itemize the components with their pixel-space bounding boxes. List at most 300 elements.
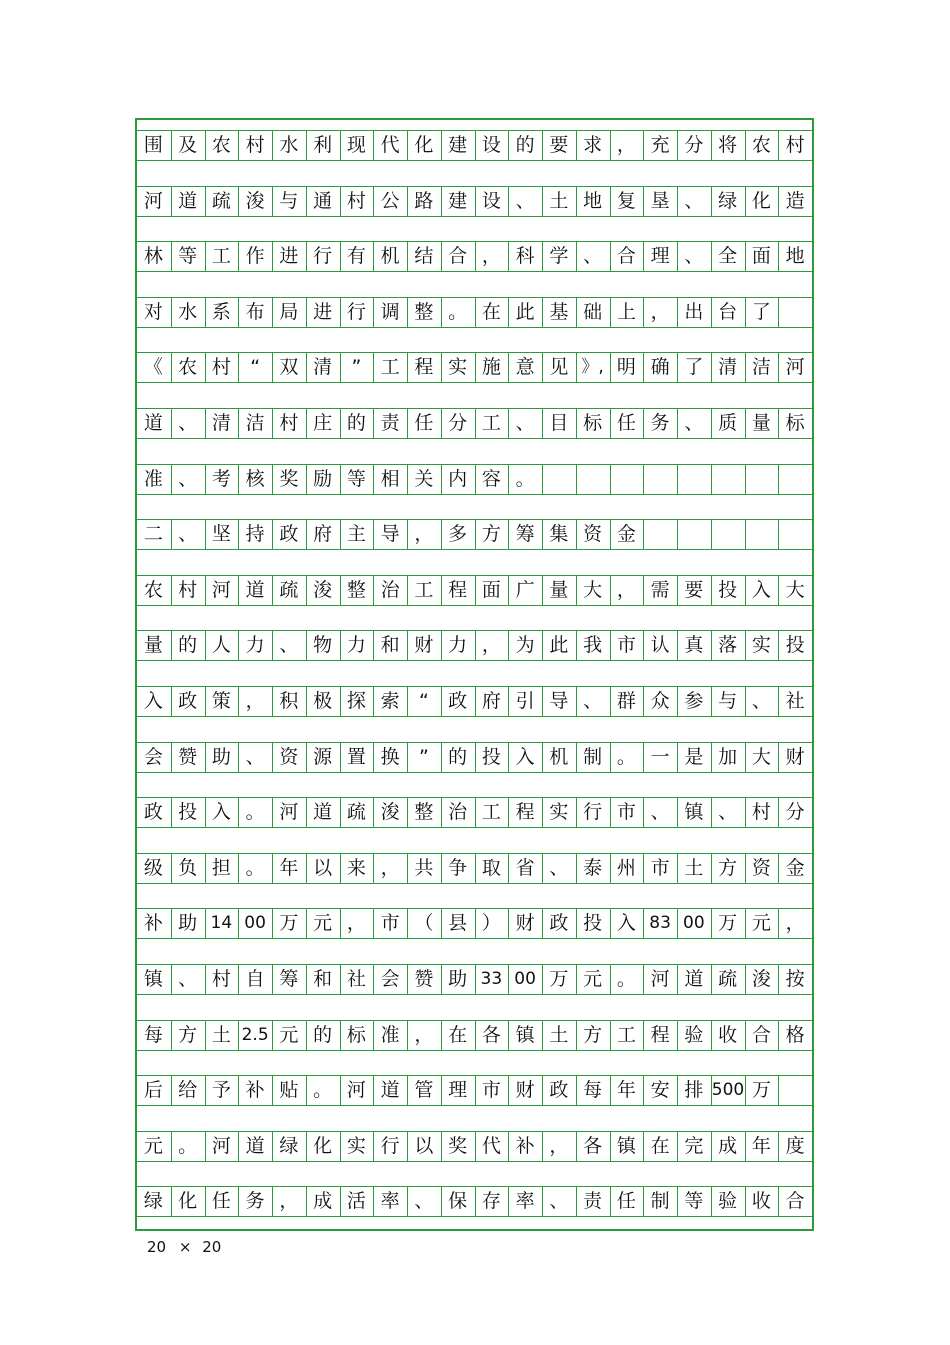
grid-cell: 要: [677, 575, 710, 605]
grid-cell: 省: [508, 853, 541, 883]
grid-cell: 程: [441, 575, 474, 605]
grid-cell: 围: [143, 134, 163, 156]
grid-cell: 地: [778, 241, 811, 271]
grid-cell: 、: [171, 964, 204, 994]
grid-cell: 意: [508, 352, 541, 382]
grid-line: [137, 1050, 812, 1051]
grid-cell: 市: [475, 1075, 508, 1105]
grid-cell: 工: [610, 1020, 643, 1050]
grid-cell: 力: [340, 630, 373, 660]
grid-cell: 、: [643, 797, 676, 827]
grid-cell: 是: [677, 742, 710, 772]
grid-cell: 台: [711, 297, 744, 327]
grid-cell: 合: [745, 1020, 778, 1050]
grid-cell: 、: [677, 186, 710, 216]
grid-cell: 道: [238, 575, 271, 605]
grid-cell: 合: [610, 241, 643, 271]
grid-cell: 村: [205, 964, 238, 994]
grid-cell: 。: [171, 1131, 204, 1161]
grid-cell: 工: [205, 241, 238, 271]
grid-cell: 财: [407, 630, 440, 660]
grid-cell: 确: [643, 352, 676, 382]
grid-cell: 市: [643, 853, 676, 883]
grid-cell: 进: [306, 297, 339, 327]
grid-cell: 治: [373, 575, 406, 605]
grid-cell: 标: [778, 408, 811, 438]
grid-cell: 程: [407, 352, 440, 382]
grid-cell: 与: [711, 686, 744, 716]
grid-cell: 浚: [745, 964, 778, 994]
grid-cell: 市: [610, 630, 643, 660]
grid-row: [137, 686, 812, 716]
grid-cell: 我: [576, 630, 609, 660]
grid-cell: [778, 464, 811, 494]
grid-cell: 万: [272, 908, 305, 938]
grid-cell: 利: [306, 130, 339, 160]
grid-line: [137, 130, 812, 131]
grid-row: [137, 464, 812, 494]
grid-row: [137, 630, 812, 660]
grid-cell: 地: [576, 186, 609, 216]
grid-cell: 州: [610, 853, 643, 883]
grid-cell: 行: [340, 297, 373, 327]
grid-cell: 人: [205, 630, 238, 660]
grid-cell: 政: [542, 1075, 575, 1105]
grid-row: [137, 797, 812, 827]
grid-cell: 整: [407, 297, 440, 327]
grid-cell: 河: [778, 352, 811, 382]
grid-cell: 府: [306, 519, 339, 549]
grid-cell: 资: [272, 742, 305, 772]
grid-line: [137, 352, 812, 353]
grid-line: [137, 408, 812, 409]
grid-cell: 市: [610, 797, 643, 827]
grid-cell: 500: [711, 1075, 744, 1105]
grid-cell: 目: [542, 408, 575, 438]
grid-cell: 化: [745, 186, 778, 216]
grid-cell: 造: [778, 186, 811, 216]
grid-cell: 2.5: [238, 1020, 271, 1050]
grid-cell: 政: [272, 519, 305, 549]
grid-cell: 按: [778, 964, 811, 994]
grid-cell: 源: [306, 742, 339, 772]
grid-cell: 、: [171, 408, 204, 438]
grid-cell: 助: [441, 964, 474, 994]
grid-cell: 。: [610, 742, 643, 772]
grid-cell: 了: [745, 297, 778, 327]
grid-cell: [778, 1075, 811, 1105]
grid-cell: 政: [441, 686, 474, 716]
grid-cell: 。: [508, 464, 541, 494]
grid-cell: 标: [576, 408, 609, 438]
grid-line: [137, 438, 812, 439]
grid-cell: 务: [643, 408, 676, 438]
grid-cell: 工: [475, 408, 508, 438]
grid-cell: 分: [441, 408, 474, 438]
grid-cell: 主: [340, 519, 373, 549]
grid-cell: 化: [306, 1131, 339, 1161]
grid-cell: 分: [677, 130, 710, 160]
grid-cell: 投: [576, 908, 609, 938]
grid-cell: 土: [205, 1020, 238, 1050]
grid-cell: 、: [171, 464, 204, 494]
grid-cell: 科: [508, 241, 541, 271]
grid-cell: 浚: [306, 575, 339, 605]
grid-cell: 设: [475, 130, 508, 160]
grid-cell: 准: [373, 1020, 406, 1050]
grid-cell: 入: [745, 575, 778, 605]
grid-cell: 庄: [306, 408, 339, 438]
grid-cell: 机: [373, 241, 406, 271]
grid-cell: 存: [475, 1186, 508, 1216]
grid-cell: 内: [441, 464, 474, 494]
grid-cell: 镇: [677, 797, 710, 827]
grid-cell: 等: [171, 241, 204, 271]
grid-cell: 河: [272, 797, 305, 827]
grid-line: [137, 186, 812, 187]
grid-row: [137, 352, 812, 382]
grid-cell: 置: [340, 742, 373, 772]
grid-cell: 建: [441, 130, 474, 160]
grid-cell: 00: [508, 964, 541, 994]
grid-cell: 验: [677, 1020, 710, 1050]
grid-cell: 持: [238, 519, 271, 549]
grid-cell: ，: [475, 630, 508, 660]
grid-row: [137, 297, 812, 327]
grid-cell: 建: [441, 186, 474, 216]
grid-cell: 实: [340, 1131, 373, 1161]
grid-cell: 、: [171, 519, 204, 549]
grid-cell: 制: [643, 1186, 676, 1216]
grid-cell: ，: [340, 908, 373, 938]
grid-cell: 后: [143, 1079, 163, 1102]
grid-cell: 化: [171, 1186, 204, 1216]
grid-line: [137, 241, 812, 242]
grid-cell: 局: [272, 297, 305, 327]
grid-row: [137, 964, 812, 994]
grid-cell: 任: [610, 1186, 643, 1216]
grid-cell: 泰: [576, 853, 609, 883]
grid-cell: 见: [542, 352, 575, 382]
grid-cell: 工: [373, 352, 406, 382]
grid-cell: 多: [441, 519, 474, 549]
grid-cell: 工: [475, 797, 508, 827]
grid-cell: 完: [677, 1131, 710, 1161]
grid-cell: 资: [745, 853, 778, 883]
grid-line: [137, 686, 812, 687]
grid-cell: 励: [306, 464, 339, 494]
grid-cell: [711, 464, 744, 494]
grid-cell: 清: [205, 408, 238, 438]
grid-cell: 资: [576, 519, 609, 549]
grid-cell: 补: [238, 1075, 271, 1105]
grid-cell: “: [238, 352, 271, 382]
grid-line: [137, 1105, 812, 1106]
grid-cell: 投: [711, 575, 744, 605]
grid-cell: 理: [441, 1075, 474, 1105]
grid-cell: 绿: [143, 1190, 163, 1213]
grid-cell: [643, 519, 676, 549]
grid-cell: 金: [610, 519, 643, 549]
grid-cell: 换: [373, 742, 406, 772]
grid-cell: 与: [272, 186, 305, 216]
grid-cell: ，: [272, 1186, 305, 1216]
grid-cell: 结: [407, 241, 440, 271]
grid-cell: 整: [407, 797, 440, 827]
grid-cell: 进: [272, 241, 305, 271]
grid-cell: 村: [778, 130, 811, 160]
grid-cell: 县: [441, 908, 474, 938]
grid-cell: 容: [475, 464, 508, 494]
grid-cell: 的: [171, 630, 204, 660]
grid-cell: 面: [745, 241, 778, 271]
grid-cell: ，: [373, 853, 406, 883]
grid-row: [137, 1075, 812, 1105]
grid-cell: 83: [643, 908, 676, 938]
grid-row: [137, 408, 812, 438]
grid-cell: 河: [205, 1131, 238, 1161]
grid-cell: 赞: [407, 964, 440, 994]
grid-cell: ，: [610, 575, 643, 605]
grid-cell: 任: [610, 408, 643, 438]
grid-cell: 方: [711, 853, 744, 883]
grid-cell: 实: [745, 630, 778, 660]
grid-cell: 市: [373, 908, 406, 938]
grid-line: [137, 494, 812, 495]
grid-cell: 验: [711, 1186, 744, 1216]
grid-cell: 和: [306, 964, 339, 994]
grid-cell: 大: [778, 575, 811, 605]
grid-cell: 府: [475, 686, 508, 716]
grid-cell: 00: [238, 908, 271, 938]
grid-cell: 公: [373, 186, 406, 216]
grid-cell: 积: [272, 686, 305, 716]
grid-cell: 量: [745, 408, 778, 438]
grid-rows: 20: [202, 1238, 222, 1256]
grid-cell: 村: [340, 186, 373, 216]
grid-cell: 率: [508, 1186, 541, 1216]
grid-line: [137, 1186, 812, 1187]
grid-cell: 收: [711, 1020, 744, 1050]
grid-cell: 筹: [272, 964, 305, 994]
grid-cell: 争: [441, 853, 474, 883]
grid-line: [137, 575, 812, 576]
grid-line: [137, 827, 812, 828]
grid-cell: [745, 519, 778, 549]
grid-cell: 村: [171, 575, 204, 605]
grid-cell: 将: [711, 130, 744, 160]
grid-cell: 。: [306, 1075, 339, 1105]
grid-cell: 每: [143, 1023, 163, 1046]
grid-cell: 投: [778, 630, 811, 660]
grid-cell: 水: [171, 297, 204, 327]
grid-cell: 落: [711, 630, 744, 660]
grid-cell: ，: [610, 130, 643, 160]
grid-cell: 年: [272, 853, 305, 883]
grid-cell: 每: [576, 1075, 609, 1105]
grid-line: [137, 327, 812, 328]
grid-cell: ，: [475, 241, 508, 271]
grid-cell: 参: [677, 686, 710, 716]
grid-row: [137, 742, 812, 772]
grid-cell: 农: [143, 578, 163, 601]
grid-line: [137, 716, 812, 717]
grid-cell: ”: [340, 352, 373, 382]
grid-cell: 导: [542, 686, 575, 716]
grid-cell: 任: [407, 408, 440, 438]
grid-row: [137, 1131, 812, 1161]
grid-cell: 求: [576, 130, 609, 160]
grid-cell: 考: [205, 464, 238, 494]
grid-cell: 全: [711, 241, 744, 271]
grid-cell: 工: [407, 575, 440, 605]
grid-cell: 社: [778, 686, 811, 716]
grid-cell: 治: [441, 797, 474, 827]
grid-cell: 来: [340, 853, 373, 883]
grid-cell: 补: [143, 912, 163, 935]
grid-cell: 现: [340, 130, 373, 160]
grid-row: [137, 186, 812, 216]
grid-cell: 众: [643, 686, 676, 716]
grid-cell: 学: [542, 241, 575, 271]
grid-cell: 、: [542, 853, 575, 883]
grid-cell: 、: [238, 742, 271, 772]
grid-cell: 农: [205, 130, 238, 160]
grid-cell: 补: [508, 1131, 541, 1161]
grid-cell: 责: [576, 1186, 609, 1216]
grid-cell: 物: [306, 630, 339, 660]
grid-cell: 奖: [272, 464, 305, 494]
grid-cell: 14: [205, 908, 238, 938]
grid-cell: ，: [778, 908, 811, 938]
grid-cell: 疏: [205, 186, 238, 216]
grid-cell: ”: [407, 742, 440, 772]
grid-cell: 共: [407, 853, 440, 883]
grid-cell: 收: [745, 1186, 778, 1216]
grid-row: [137, 130, 812, 160]
grid-cell: 水: [272, 130, 305, 160]
grid-line: [137, 160, 812, 161]
grid-cell: 道: [238, 1131, 271, 1161]
grid-cell: 、: [677, 241, 710, 271]
grid-cell: [576, 464, 609, 494]
grid-cell: 清: [306, 352, 339, 382]
grid-cell: [778, 297, 811, 327]
grid-cell: 道: [677, 964, 710, 994]
grid-cell: 量: [143, 634, 163, 657]
grid-cell: 入: [205, 797, 238, 827]
grid-cell: 元: [576, 964, 609, 994]
grid-cell: 理: [643, 241, 676, 271]
grid-cell: 了: [677, 352, 710, 382]
grid-cell: 、: [542, 1186, 575, 1216]
grid-cell: 责: [373, 408, 406, 438]
grid-line: [137, 630, 812, 631]
grid-cell: 助: [171, 908, 204, 938]
grid-cell: ，: [407, 1020, 440, 1050]
grid-row: [137, 519, 812, 549]
grid-cell: 机: [542, 742, 575, 772]
grid-cell: 贴: [272, 1075, 305, 1105]
grid-cell: 、: [272, 630, 305, 660]
grid-cell: 系: [205, 297, 238, 327]
grid-cell: 加: [711, 742, 744, 772]
grid-cell: 镇: [610, 1131, 643, 1161]
grid-cell: 作: [238, 241, 271, 271]
grid-cell: 担: [205, 853, 238, 883]
grid-cell: 引: [508, 686, 541, 716]
grid-cell: 实: [441, 352, 474, 382]
grid-cell: 入: [508, 742, 541, 772]
grid-cell: 准: [143, 467, 163, 490]
grid-cell: 和: [373, 630, 406, 660]
grid-cell: 管: [407, 1075, 440, 1105]
grid-cell: 率: [373, 1186, 406, 1216]
grid-cell: 土: [542, 1020, 575, 1050]
grid-cell: 坚: [205, 519, 238, 549]
grid-cell: 的: [508, 130, 541, 160]
grid-cell: 活: [340, 1186, 373, 1216]
grid-cell: ，: [643, 297, 676, 327]
grid-cell: 、: [745, 686, 778, 716]
grid-cell: 。: [238, 797, 271, 827]
grid-cell: 础: [576, 297, 609, 327]
grid-cell: 二: [143, 523, 163, 546]
grid-times-sign: ×: [178, 1238, 192, 1256]
grid-line: [137, 549, 812, 550]
grid-cell: [745, 464, 778, 494]
grid-cell: 关: [407, 464, 440, 494]
grid-cell: 万: [711, 908, 744, 938]
grid-cell: 标: [340, 1020, 373, 1050]
grid-cell: 助: [205, 742, 238, 772]
grid-cell: 00: [677, 908, 710, 938]
grid-cell: 政: [542, 908, 575, 938]
grid-cell: 广: [508, 575, 541, 605]
grid-cell: 道: [171, 186, 204, 216]
grid-line: [137, 853, 812, 854]
grid-line: [137, 605, 812, 606]
grid-cell: 施: [475, 352, 508, 382]
grid-cell: 路: [407, 186, 440, 216]
grid-line: [137, 271, 812, 272]
grid-cell: [542, 464, 575, 494]
grid-cell: 方: [576, 1020, 609, 1050]
grid-cell: 在: [475, 297, 508, 327]
grid-cell: 级: [143, 856, 163, 879]
grid-cell: 道: [306, 797, 339, 827]
grid-cell: 村: [205, 352, 238, 382]
grid-cell: 及: [171, 130, 204, 160]
grid-line: [137, 1161, 812, 1162]
grid-cell: ，: [238, 686, 271, 716]
grid-cell: 财: [508, 1075, 541, 1105]
grid-line: [137, 297, 812, 298]
grid-line: [137, 772, 812, 773]
grid-cell: 成: [306, 1186, 339, 1216]
grid-cell: 》,: [576, 352, 609, 382]
grid-row: [137, 575, 812, 605]
grid-line: [137, 1020, 812, 1021]
grid-row: [137, 1186, 812, 1216]
grid-cell: 务: [238, 1186, 271, 1216]
grid-cell: 自: [238, 964, 271, 994]
grid-line: [137, 938, 812, 939]
grid-cell: 充: [643, 130, 676, 160]
grid-cell: 农: [171, 352, 204, 382]
grid-cell: 会: [143, 745, 163, 768]
grid-cell: 面: [475, 575, 508, 605]
